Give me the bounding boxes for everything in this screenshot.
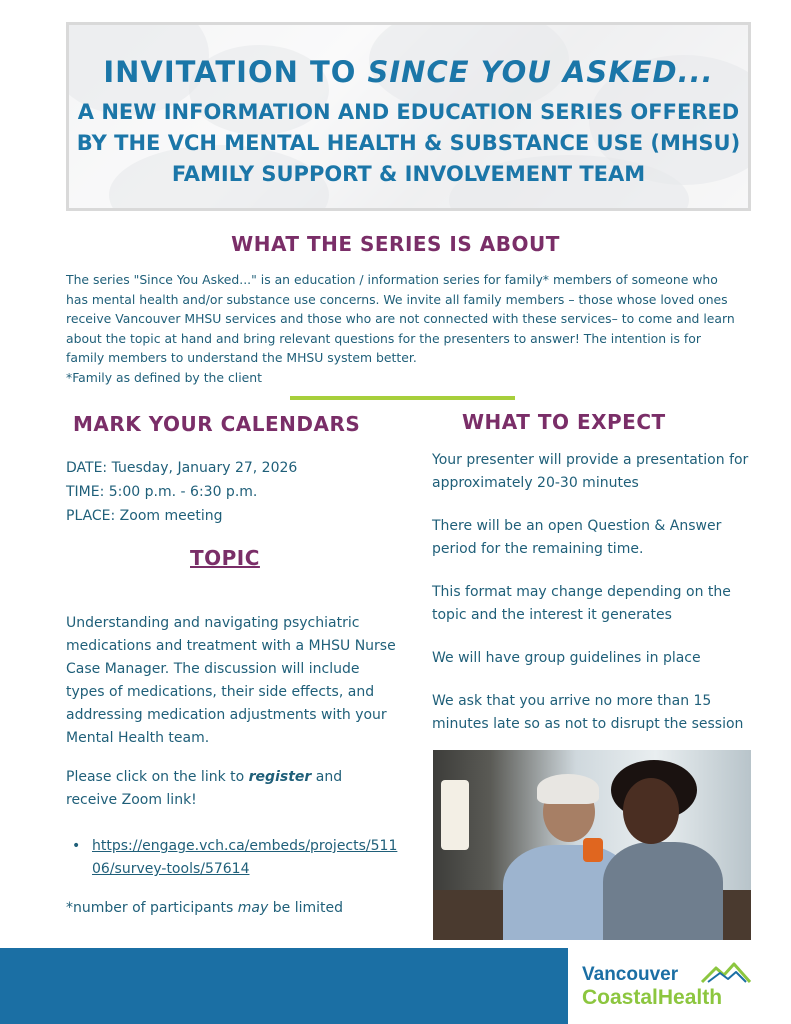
topic-description: Understanding and navigating psychiatric medications and treatment with a MHSU Nurse Case Manager. The discussion will include types of medications, their side effects, and addressing medication adjustments with your Mental Health team. <box>66 615 396 746</box>
subtitle-line: FAMILY SUPPORT & INVOLVEMENT TEAM <box>171 162 646 186</box>
vch-logo <box>582 960 752 1016</box>
page-subtitle <box>69 97 748 190</box>
participants-note: *number of participants may be limited <box>66 900 344 916</box>
subtitle-line: BY THE VCH MENTAL HEALTH & SUBSTANCE USE (MHSU) <box>76 131 741 155</box>
logo-text-coastal-health: CoastalHealth <box>582 986 723 1009</box>
nurse-patient-photo <box>433 750 751 940</box>
calendar-heading: MARK YOUR CALENDARS <box>73 412 361 436</box>
expect-item: There will be an open Question & Answer period for the remaining time. <box>432 518 722 557</box>
logo-text-vancouver: Vancouver <box>582 964 679 985</box>
header-banner <box>66 22 751 211</box>
mountain-logo-icon <box>700 960 752 984</box>
subtitle-line: A NEW INFORMATION AND EDUCATION SERIES OFFERED <box>77 100 740 124</box>
topic-heading: TOPIC <box>190 546 260 570</box>
event-date: DATE: Tuesday, January 27, 2026 <box>66 460 298 476</box>
event-time: TIME: 5:00 p.m. - 6:30 p.m. <box>66 484 258 500</box>
about-paragraph <box>66 270 736 387</box>
registration-link[interactable]: https://engage.vch.ca/embeds/projects/51106/survey-tools/57614 <box>92 838 398 877</box>
about-footnote: *Family as defined by the client <box>66 369 263 385</box>
expect-heading: WHAT TO EXPECT <box>462 410 666 434</box>
footer-bar <box>0 948 568 1024</box>
section-divider <box>290 396 515 400</box>
register-instructions: Please click on the link to register and receive Zoom link! <box>66 769 343 808</box>
event-details <box>66 456 297 528</box>
about-body: The series "Since You Asked..." is an education / information series for family* members of someone who has mental health and/or substance use concerns. We invite all family members – those whose loved ones receive Vancouver MHSU services and those who are not connected with these services– to come and learn about the topic at hand and bring relevant questions for the presenters to answer! The intention is for family members to understand the MHSU system better. <box>66 272 735 365</box>
bullet-icon: • <box>72 838 81 854</box>
about-heading: WHAT THE SERIES IS ABOUT <box>231 232 560 256</box>
expect-list <box>432 449 752 756</box>
page-title: INVITATION TO SINCE YOU ASKED... <box>103 55 714 89</box>
expect-item: We will have group guidelines in place <box>432 650 701 666</box>
expect-item: Your presenter will provide a presentation for approximately 20-30 minutes <box>432 452 749 491</box>
expect-item: This format may change depending on the topic and the interest it generates <box>432 584 731 623</box>
event-place: PLACE: Zoom meeting <box>66 508 223 524</box>
expect-item: We ask that you arrive no more than 15 minutes late so as not to disrupt the session <box>432 693 744 732</box>
register-emphasis: register <box>248 769 312 785</box>
